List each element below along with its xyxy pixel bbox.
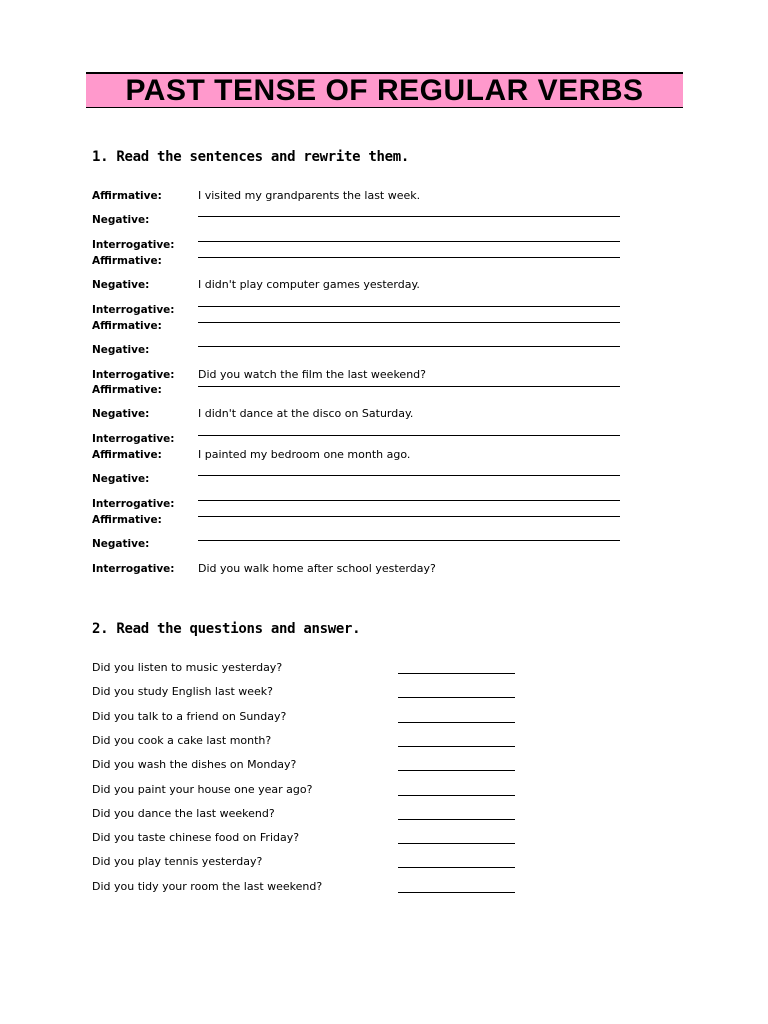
interrogative-answer-line[interactable] (198, 500, 620, 501)
affirmative-label: Affirmative: (92, 255, 162, 267)
question-text: Did you tidy your room the last weekend? (92, 879, 323, 893)
negative-label: Negative: (92, 473, 150, 485)
interrogative-sentence: Did you watch the film the last weekend? (198, 368, 426, 381)
interrogative-label: Interrogative: (92, 239, 175, 251)
question-text: Did you study English last week? (92, 685, 274, 699)
question-text: Did you dance the last weekend? (92, 806, 275, 820)
negative-label: Negative: (92, 214, 150, 226)
affirmative-answer-line[interactable] (198, 322, 620, 323)
affirmative-sentence: I visited my grandparents the last week. (198, 189, 421, 202)
interrogative-answer-line[interactable] (198, 435, 620, 436)
question-text: Did you wash the dishes on Monday? (92, 758, 297, 772)
answer-line[interactable] (398, 722, 515, 723)
affirmative-label: Affirmative: (92, 190, 162, 202)
question-text: Did you talk to a friend on Sunday? (92, 709, 287, 723)
affirmative-answer-line[interactable] (198, 516, 620, 517)
affirmative-label: Affirmative: (92, 514, 162, 526)
exercise-1-heading: 1. Read the sentences and rewrite them. (92, 149, 410, 165)
affirmative-label: Affirmative: (92, 320, 162, 332)
affirmative-answer-line[interactable] (198, 257, 620, 258)
negative-sentence: I didn't play computer games yesterday. (198, 278, 420, 291)
affirmative-label: Affirmative: (92, 449, 162, 461)
answer-line[interactable] (398, 843, 515, 844)
interrogative-answer-line[interactable] (198, 241, 620, 242)
negative-label: Negative: (92, 344, 150, 356)
question-text: Did you taste chinese food on Friday? (92, 831, 300, 845)
question-text: Did you play tennis yesterday? (92, 855, 263, 869)
answer-line[interactable] (398, 819, 515, 820)
answer-line[interactable] (398, 673, 515, 674)
affirmative-label: Affirmative: (92, 384, 162, 396)
answer-line[interactable] (398, 795, 515, 796)
interrogative-label: Interrogative: (92, 433, 175, 445)
question-text: Did you cook a cake last month? (92, 733, 272, 747)
interrogative-label: Interrogative: (92, 304, 175, 316)
exercise-2-heading: 2. Read the questions and answer. (92, 621, 361, 637)
negative-label: Negative: (92, 279, 150, 291)
affirmative-sentence: I painted my bedroom one month ago. (198, 448, 411, 461)
interrogative-label: Interrogative: (92, 369, 175, 381)
negative-answer-line[interactable] (198, 346, 620, 347)
answer-line[interactable] (398, 697, 515, 698)
interrogative-sentence: Did you walk home after school yesterday? (198, 562, 436, 575)
negative-label: Negative: (92, 408, 150, 420)
interrogative-label: Interrogative: (92, 563, 175, 575)
interrogative-label: Interrogative: (92, 498, 175, 510)
answer-line[interactable] (398, 770, 515, 771)
question-text: Did you listen to music yesterday? (92, 661, 283, 674)
answer-line[interactable] (398, 746, 515, 747)
negative-answer-line[interactable] (198, 475, 620, 476)
answer-line[interactable] (398, 867, 515, 868)
worksheet-title: PAST TENSE OF REGULAR VERBS (86, 72, 683, 108)
negative-answer-line[interactable] (198, 540, 620, 541)
negative-label: Negative: (92, 538, 150, 550)
affirmative-answer-line[interactable] (198, 386, 620, 387)
answer-line[interactable] (398, 892, 515, 893)
negative-sentence: I didn't dance at the disco on Saturday. (198, 407, 414, 420)
question-text: Did you paint your house one year ago? (92, 782, 313, 796)
interrogative-answer-line[interactable] (198, 306, 620, 307)
negative-answer-line[interactable] (198, 216, 620, 217)
